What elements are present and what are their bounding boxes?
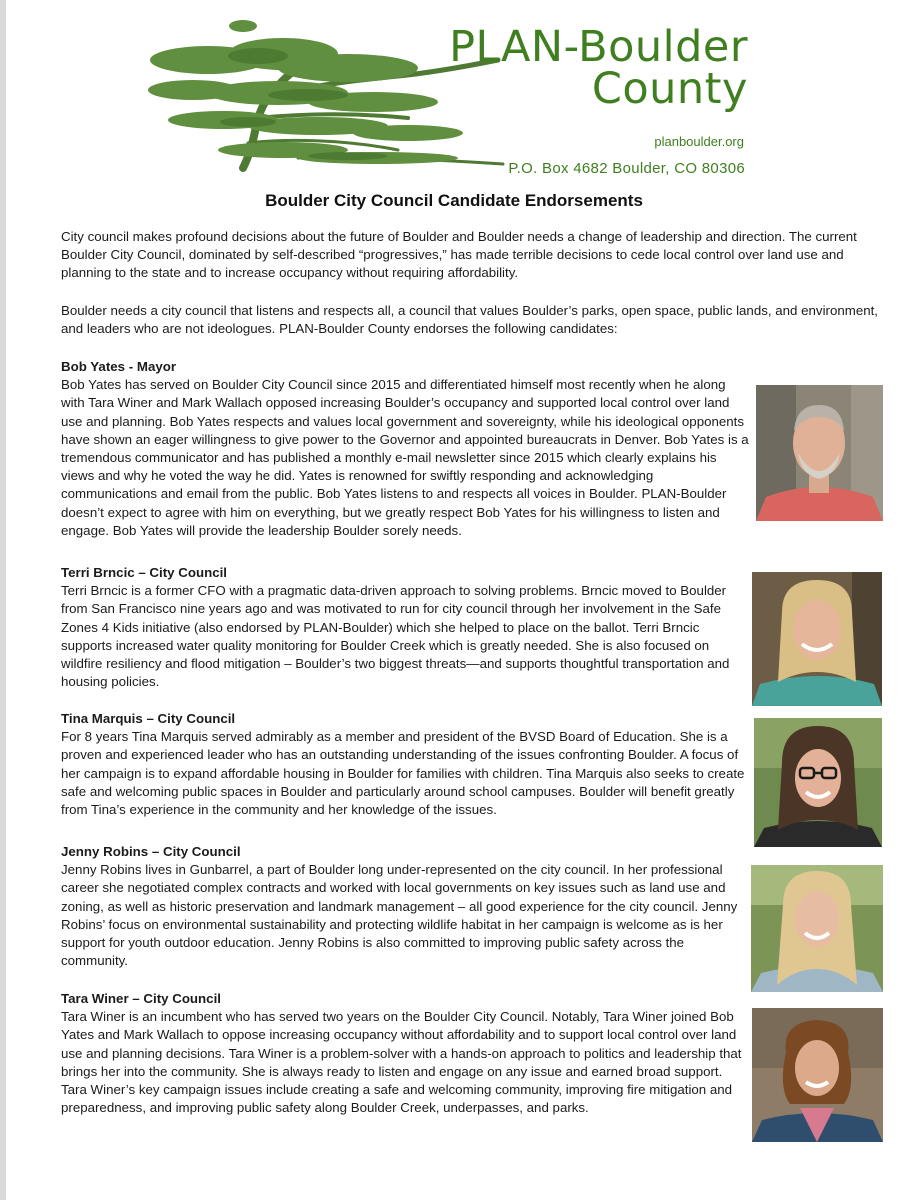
candidate-photo-robins — [751, 865, 883, 992]
candidate-title: Tina Marquis – City Council — [61, 711, 236, 726]
document-title: Boulder City Council Candidate Endorsements — [265, 191, 643, 210]
candidate-title: Tara Winer – City Council — [61, 991, 221, 1006]
candidate-title: Bob Yates - Mayor — [61, 359, 177, 374]
org-name — [449, 22, 748, 114]
candidate-photo-brncic — [752, 572, 882, 706]
org-name-line1: PLAN-Boulder — [449, 22, 748, 72]
candidate-description: Terri Brncic is a former CFO with a pragmatic data-driven approach to solving problems. Brncic moved to Boulder from San Francisco nine years ago and was motivated to run for city council through her involvement in the Safe Zones 4 Kids initiative (also endorsed by PLAN-Boulder) which she helped to place on the ballot. Terri Brncic supports increased water quality monitoring for Boulder Creek which is greatly needed. She is also focused on wildfire resiliency and flood mitigation – Boulder’s two biggest threats—and supports thoughtful transportation and housing policies. — [61, 583, 730, 690]
candidate-section-robins — [61, 843, 747, 970]
intro-paragraph-1: City council makes profound decisions about the future of Boulder and Boulder needs a change of leadership and direction. The current Boulder City Council, dominated by self-described “progressives,” has made terrible decisions to cede local control over land use and planning to the state and to increase occupancy without requiring affordability. — [61, 229, 857, 281]
page-edge — [0, 0, 6, 1200]
candidate-title: Terri Brncic – City Council — [61, 565, 228, 580]
candidate-photo-yates — [756, 385, 883, 521]
candidate-section-winer — [61, 990, 746, 1117]
candidate-photo-marquis — [754, 718, 882, 847]
org-address: P.O. Box 4682 Boulder, CO 80306 — [508, 160, 745, 177]
candidate-description: For 8 years Tina Marquis served admirably as a member and president of the BVSD Board of Education. She is a proven and experienced leader who has an outstanding understanding of the issues confronting Boulder. A focus of her campaign is to expand affordable housing in Boulder for families with children. Tina Marquis also seeks to create safe and welcoming public spaces in Boulder and particularly around school campuses. Boulder will benefit greatly from Tina’s experience in the community and her knowledge of the issues. — [61, 729, 745, 818]
org-website: planboulder.org — [654, 134, 744, 149]
candidate-description: Tara Winer is an incumbent who has served two years on the Boulder City Council. Notably, Tara Winer joined Bob Yates and Mark Wallach to oppose increasing occupancy without affordability and to support local control over land use and planning decisions. Tara Winer is a problem-solver with a hands-on approach to politics and leadership that brings her into the community. She is always ready to listen and engage on any issue and earned broad support. Tara Winer’s key campaign issues include creating a safe and welcoming community, improving fire mitigation and preparedness, and improving public safety along Boulder Creek, underpasses, and parks. — [61, 1009, 742, 1116]
candidate-section-brncic — [61, 564, 745, 691]
intro-paragraph-2: Boulder needs a city council that listens and respects all, a council that values Boulder’s parks, open space, public lands, and environment, and leaders who are not ideologues. PLAN-Boulder County endorses the following candidates: — [61, 303, 879, 337]
candidate-description: Jenny Robins lives in Gunbarrel, a part of Boulder long under-represented on the city council. In her professional career she negotiated complex contracts and worked with local governments on key issues such as land use and zoning, as well as historic preservation and landmark management – all good experience for the city council. Jenny Robins’ focus on environmental sustainability and protecting wildlife habitat in her campaign is welcome as is her support for youth outdoor education. Jenny Robins is also committed to improving public safety across the community. — [61, 862, 738, 969]
candidate-section-yates — [61, 358, 751, 540]
candidate-section-marquis — [61, 710, 749, 819]
candidate-photo-winer — [752, 1008, 883, 1142]
org-name-line2: County — [591, 64, 748, 114]
candidate-description: Bob Yates has served on Boulder City Council since 2015 and differentiated himself most recently when he along with Tara Winer and Mark Wallach opposed increasing Boulder’s occupancy and supported local control over land use and planning. Bob Yates respects and values local government and sovereignty, while his ideological opponents have shown an eager willingness to give power to the Governor and appointed bureaucrats in Denver. Bob Yates is a tremendous communicator and has published a monthly e-mail newsletter since 2015 which clearly explains his views and why he voted the way he did. Yates is renowned for swiftly responding and acknowledging communications and email from the public. Bob Yates listens to and respects all voices in Boulder. PLAN-Boulder doesn’t expect to agree with him on everything, but we greatly respect Bob Yates for his willingness to listen and engage. Bob Yates will provide the leadership Boulder sorely needs. — [61, 377, 749, 538]
candidate-title: Jenny Robins – City Council — [61, 844, 241, 859]
